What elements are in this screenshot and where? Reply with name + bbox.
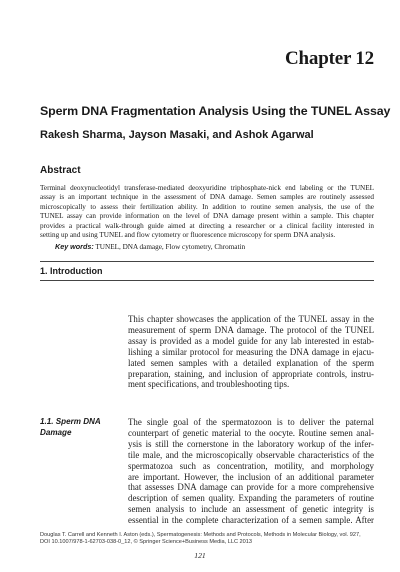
keywords-list: TUNEL, DNA damage, Flow cytometry, Chromatin <box>95 243 246 251</box>
body-line: lated semen samples with a detailed explanation of the sperm <box>128 357 374 368</box>
body-line: lishing a similar protocol for measuring the DNA damage in ejacu- <box>128 346 374 357</box>
body-line: spermatozoa such as concentration, motility, and morphology <box>128 460 374 471</box>
page-number: 121 <box>194 551 206 560</box>
body-line: description of semen quality. Expanding the parameters of routine <box>128 493 374 504</box>
body-line: are important. However, the inclusion of an additional parameter <box>128 471 374 482</box>
abstract-line: Terminal deoxynucleotidyl transferase-mediated deoxyuridine triphosphate-nick end labeling or the TUNEL <box>40 184 374 192</box>
body-line: that assesses DNA damage can provide for a more comprehensive <box>128 482 374 493</box>
section-heading: 1. Introduction <box>40 266 103 276</box>
body-line: ment specifications, and troubleshooting tips. <box>128 379 290 390</box>
article-title: Sperm DNA Fragmentation Analysis Using the TUNEL Assay <box>40 104 391 118</box>
footnote-line: Douglas T. Carrell and Kenneth I. Aston (eds.), Spermatogenesis: Methods and Protocols, Methods in Molecular Biology, vol. 927, <box>40 532 361 538</box>
section-rule-top <box>40 261 374 262</box>
body-line: preparation, staining, and inclusion of appropriate controls, instru- <box>128 368 374 379</box>
keywords <box>55 242 245 251</box>
body-line: semen analysis to include an assessment of genetic integrity is <box>128 504 374 515</box>
body-line: ysis is still the cornerstone in the laboratory workup of the infer- <box>128 438 374 449</box>
abstract-line: microscopically to assess their fertilization ability. In addition to routine semen analysis, the use of the <box>40 202 374 211</box>
abstract-heading: Abstract <box>40 165 81 176</box>
abstract-line: provides a practical walk-through guide aimed at directing a researcher or a clinical facility interested in <box>40 221 374 230</box>
body-line: assay is provided as a model guide for any lab interested in estab- <box>128 335 374 346</box>
subsection-heading <box>40 417 101 439</box>
keywords-label: Key words: <box>55 242 94 251</box>
body-line: measurement of sperm DNA damage. The protocol of the TUNEL <box>128 324 374 335</box>
abstract-line: setting up and using TUNEL and flow cytometry or fluorescence microscopy for sperm DNA analysis. <box>40 231 336 240</box>
footnote-line: DOI 10.1007/978-1-62703-038-0_12, © Springer Science+Business Media, LLC 2013 <box>40 538 253 545</box>
subsection-heading-line: Damage <box>40 427 72 437</box>
subsection-body <box>128 417 374 526</box>
section-rule-bottom <box>40 280 374 281</box>
body-line: tile male, and the microscopically observable characteristics of the <box>128 449 374 460</box>
body-line: essential in the complete characterization of a semen sample. After <box>128 515 374 526</box>
abstract-line: assay is an important technique in the assessment of DNA damage. Semen samples are routinely assessed <box>40 193 374 202</box>
body-line: The single goal of the spermatozoon is to deliver the paternal <box>128 417 374 427</box>
subsection-heading-line: 1.1. Sperm DNA <box>40 417 101 426</box>
body-line: counterpart of genetic material to the oocyte. Routine semen anal- <box>128 427 374 438</box>
chapter-label: Chapter 12 <box>285 48 374 69</box>
footnote <box>40 532 374 545</box>
body-line: This chapter showcases the application of the TUNEL assay in the <box>128 314 374 324</box>
introduction-body <box>128 314 374 390</box>
authors: Rakesh Sharma, Jayson Masaki, and Ashok Agarwal <box>40 129 314 141</box>
abstract-line: TUNEL assay can provide information on the level of DNA damage present within a sample. This chapter <box>40 212 374 221</box>
abstract-body <box>40 184 374 240</box>
